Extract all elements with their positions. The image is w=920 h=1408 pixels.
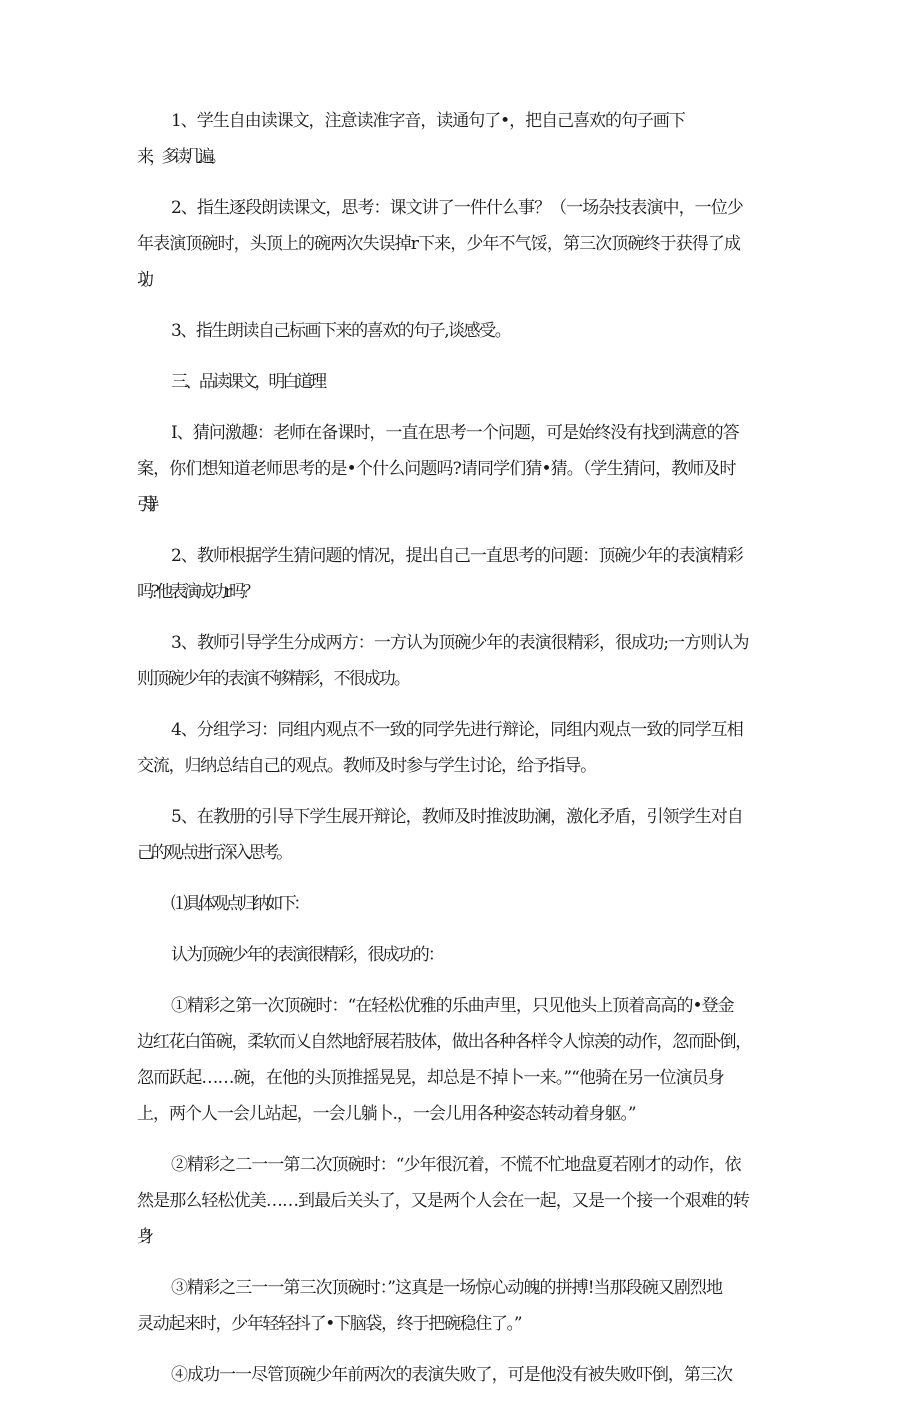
- text-line: 吗?他表演成功r吗？: [137, 582, 257, 602]
- text-line: 3、指生朗读自己标画下来的喜欢的句子,谈感受。: [171, 321, 511, 341]
- text-line: 年表演顶碗时，头顶上的碗两次失误掉r下来，少年不气馁，第三次顶碗终于获得了成: [137, 234, 741, 254]
- text-line: [103, 1219, 785, 1255]
- paragraph: [137, 103, 785, 175]
- paragraph: [137, 313, 785, 349]
- text-line: 灵动起来时，少年轻轻抖了•下脑袋，终于把碗稳住了。”: [137, 1314, 522, 1334]
- text-line: 1、学生自由读课文，注意读准字音，读通句了•，把自己喜欢的句子画下: [171, 111, 685, 131]
- text-line: 则顶碗少年的表演不够精彩，不很成功。: [137, 669, 409, 689]
- paragraph: [137, 415, 785, 523]
- paragraph: [137, 364, 785, 400]
- text-line: 上，两个人一会儿站起，一会儿躺卜.，一会儿用各种姿态转动着身躯。”: [137, 1104, 636, 1124]
- paragraph: [137, 1147, 785, 1255]
- text-line: 功。）: [137, 270, 146, 290]
- text-line: 案，你们想知道老师思考的是•个什么问题吗?请同学们猜•猜。（学生猜问，教师及时: [137, 459, 736, 479]
- text-line: 引导）: [137, 495, 154, 515]
- paragraph: [137, 937, 785, 973]
- text-line: 三、品读课文，明白道理: [171, 372, 324, 392]
- text-line: 边红花白笛碗，柔软而乂自然地舒展若肢体，做出各种各样令人惊羡的动作，忽而卧倒，: [137, 1032, 751, 1052]
- text-line: 己的观点进行深入思考。: [137, 843, 290, 863]
- text-line: ⑴具体观点归纳如下：: [171, 894, 307, 914]
- text-line: 来，多读几遍。: [137, 147, 222, 167]
- text-line: ③精彩之三一一第三次顶碗时：”这真是一场惊心动魄的拼搏!当那段碗又剧烈地: [171, 1278, 723, 1298]
- text-line: ④成功一一尽管顶碗少年前两次的表演失败了，可是他没有被失败吓倒，第三次: [171, 1365, 732, 1385]
- text-line: ②精彩之二一一第二次顶碗时：“少年很沉着，不慌不忙地盘夏若刚才的动作，依: [171, 1155, 741, 1175]
- text-line: 交流，归纳总结自己的观点。教师及时参与学生讨论，给予指导。: [137, 756, 596, 776]
- text-line: 认为顶碗少年的表演很精彩，很成功的：: [171, 945, 443, 965]
- text-line: 2、指生逐段朗读课文，思考：课文讲了一件什么事？（一场杂技表演中，一位少: [171, 198, 743, 218]
- document-body: [137, 103, 785, 1408]
- text-line: 忽而跃起……碗，在他的头顶推摇晃晃，却总是不掉卜一来。”“他骑在另一位演员身: [137, 1068, 724, 1088]
- text-line: I、猜问激趣：老师在备课时，一直在思考一个问题，可是始终没有找到满意的答: [171, 423, 739, 443]
- text-line: 5、在教册的引导下学生展开辩论，教师及时推波助澜，激化矛盾，引领学生对自: [171, 807, 743, 827]
- text-line: 2、教师根据学生猜问题的情况，提出自己一直思考的问题：顶碗少年的表演精彩: [171, 546, 743, 566]
- text-line: ①精彩之第一次顶碗时：“在轻松优雅的乐曲声里，只见他头上顶着高高的•登金: [171, 996, 734, 1016]
- paragraph: [137, 886, 785, 922]
- paragraph: [137, 799, 785, 871]
- paragraph: [137, 712, 785, 784]
- text-line: 然是那么轻松优美……到最后关头了，又是两个人会在一起，又是一个接一个艰难的转: [137, 1191, 749, 1211]
- paragraph: [137, 625, 785, 697]
- paragraph: [137, 190, 785, 298]
- paragraph: [137, 538, 785, 610]
- text-line: 4、分组学习：同组内观点不一致的同学先进行辩论，同组内观点一致的同学互相: [171, 720, 743, 740]
- paragraph: [137, 1270, 785, 1342]
- paragraph: [137, 988, 785, 1132]
- paragraph: [137, 1357, 785, 1393]
- text-line: 3、教师引导学生分成两方：一方认为顶碗少年的表演很精彩，很成功;一方则认为: [171, 633, 749, 653]
